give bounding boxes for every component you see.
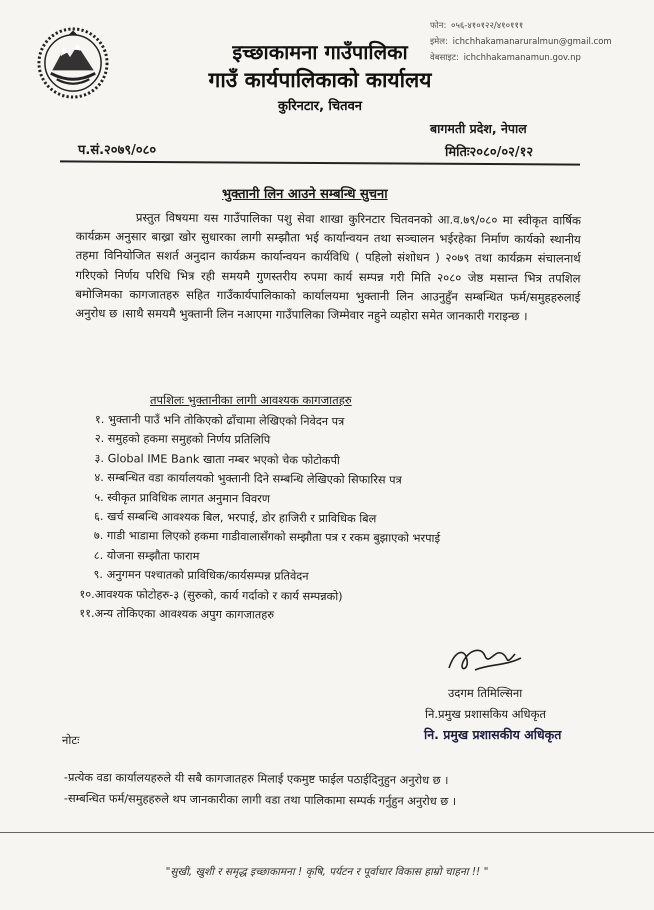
notice-subject: भुक्तानी लिन आउने सम्बन्धि सुचना — [222, 187, 388, 202]
website-label: वेबसाइट: — [430, 53, 459, 63]
signatory-title: नि.प्रमुख प्रशासकिय अधिकृत — [425, 707, 546, 721]
office-name: गाउँ कार्यपालिकाको कार्यालय — [208, 68, 432, 92]
document-item: ५. स्वीकृत प्राविधिक लागत अनुमान विवरण — [94, 490, 271, 506]
issue-date: मितिः२०८०/०२/१२ — [445, 145, 534, 160]
document-item: ६. खर्च सम्बन्धि आवश्यक बिल, भरपाई, डोर हाजिरी र प्राविधिक बिल — [94, 510, 377, 526]
document-item: ९. अनुगमन पश्चातको प्राविधिक/कार्यसम्पन्न प्रतिवेदन — [93, 568, 309, 584]
note-item: -सम्बन्धित फर्म/समुहहरुले थप जानकारीका लागी वडा तथा पालिकामा सम्पर्क गर्नुहुन अनुरोध छ । — [63, 791, 457, 809]
phone-row — [430, 18, 612, 34]
document-item: ३. Global IME Bank खाता नम्बर भएको चेक फोटोकपी — [94, 451, 340, 467]
website-url: ichchhakamanamun.gov.np — [463, 53, 581, 63]
footer-slogan: "सुखी, खुशी र समृद्ध इच्छाकामना ! कृषि, पर्यटन र पूर्वाधार विकास हाम्रो चाहना !! " — [165, 866, 489, 878]
email-label: इमेल: — [430, 37, 448, 47]
document-item: ७. गाडी भाडामा लिएको हकमा गाडीवालासँगको सम्झौता पत्र र रकम बुझाएको भरपाई — [93, 529, 441, 546]
email-address: ichchhakamanaruralmun@gmail.com — [452, 37, 612, 47]
notice-body: प्रस्तुत विषयमा यस गाउँपालिका पशु सेवा शाखा कुरिनटार चितवनको आ.व.७९/०८० मा स्वीकृत वार्षिक कार्यक्रम अनुसार बाख्रा खोर सुधारका लागी सम्झौता भई कार्यान्वयन तथा सञ्चालन भईरहेका निर्माण कार्यको स्थानीय तहमा विनियोजित सशर्त अनुदान कार्यक्रम कार्यान्वयन कार्यविधि ( पहिलो संशोधन ) २०७९ तथा कार्यक्रम संचालनार्थ गरिएको निर्णय परिधि भित्र रही समयमै गुणस्तरीय रुपमा कार्य सम्पन्न गरी मिति २०८० जेष्ठ मसान्त भित्र तपशिल बमोजिमका कागजातहरु सहित गाउँकार्यपालिकाको कार्यालयमा भुक्तानी लिन आउनुहुँन सम्बन्धित फर्म/समुहहरुलाई अनुरोध छ ।साथै समयमै भुक्तानी लिन नआएमा गाउँपालिका जिम्मेवार नहुने व्यहोरा समेत जानकारी गराइन्छ । — [75, 210, 581, 324]
footer-divider — [0, 832, 654, 833]
government-emblem-icon — [36, 26, 110, 100]
document-item: २. समुहको हकमा समुहको निर्णय प्रतिलिपि — [94, 432, 271, 447]
document-item: ११.अन्य तोकिएका आवश्यक अपुग कागजातहरु — [79, 606, 275, 622]
documents-heading: तपशिलः भुक्तानीका लागी आवश्यक कागजातहरु — [150, 393, 352, 407]
phone-label: फोन: — [430, 21, 447, 31]
handwritten-signature — [445, 640, 525, 680]
document-item: ८. योजना सम्झौता फाराम — [93, 548, 200, 563]
required-documents-list — [79, 410, 441, 626]
note-label: नोटः — [62, 733, 80, 747]
province-name: बागमती प्रदेश, नेपाल — [430, 121, 527, 136]
header-divider — [60, 160, 580, 165]
document-item: ४. सम्बन्धित वडा कार्यालयको भुक्तानी दिने सम्बन्धि लेखिएको सिफारिस पत्र — [94, 471, 402, 487]
reference-number: प.सं.२०७९/०८० — [78, 143, 157, 158]
signatory-stamp: नि. प्रमुख प्रशासकीय अधिकृत — [424, 727, 562, 742]
office-address: कुरिनटार, चितवन — [277, 99, 363, 114]
signatory-name: उदगम तिमिल्सिना — [448, 686, 523, 700]
note-item: -प्रत्येक वडा कार्यालयहरुले यी सबै कागजातहरु मिलाई एकमुष्ट फाईल पठाईदिनुहुन अनुरोध छ । — [63, 770, 449, 788]
municipality-name: इच्छाकामना गाउँपालिका — [232, 40, 408, 64]
document-item: १. भुक्तानी पाउँ भनि तोकिएको ढाँचामा लेखिएको निवेदन पत्र — [94, 412, 345, 429]
phone-number: ०५६-४१०१२२/४१०१११ — [451, 21, 524, 31]
document-item: १०.आवश्यक फोटोहरु-३ (सुरुको, कार्य गर्दाको र कार्य सम्पन्नको) — [79, 587, 343, 603]
